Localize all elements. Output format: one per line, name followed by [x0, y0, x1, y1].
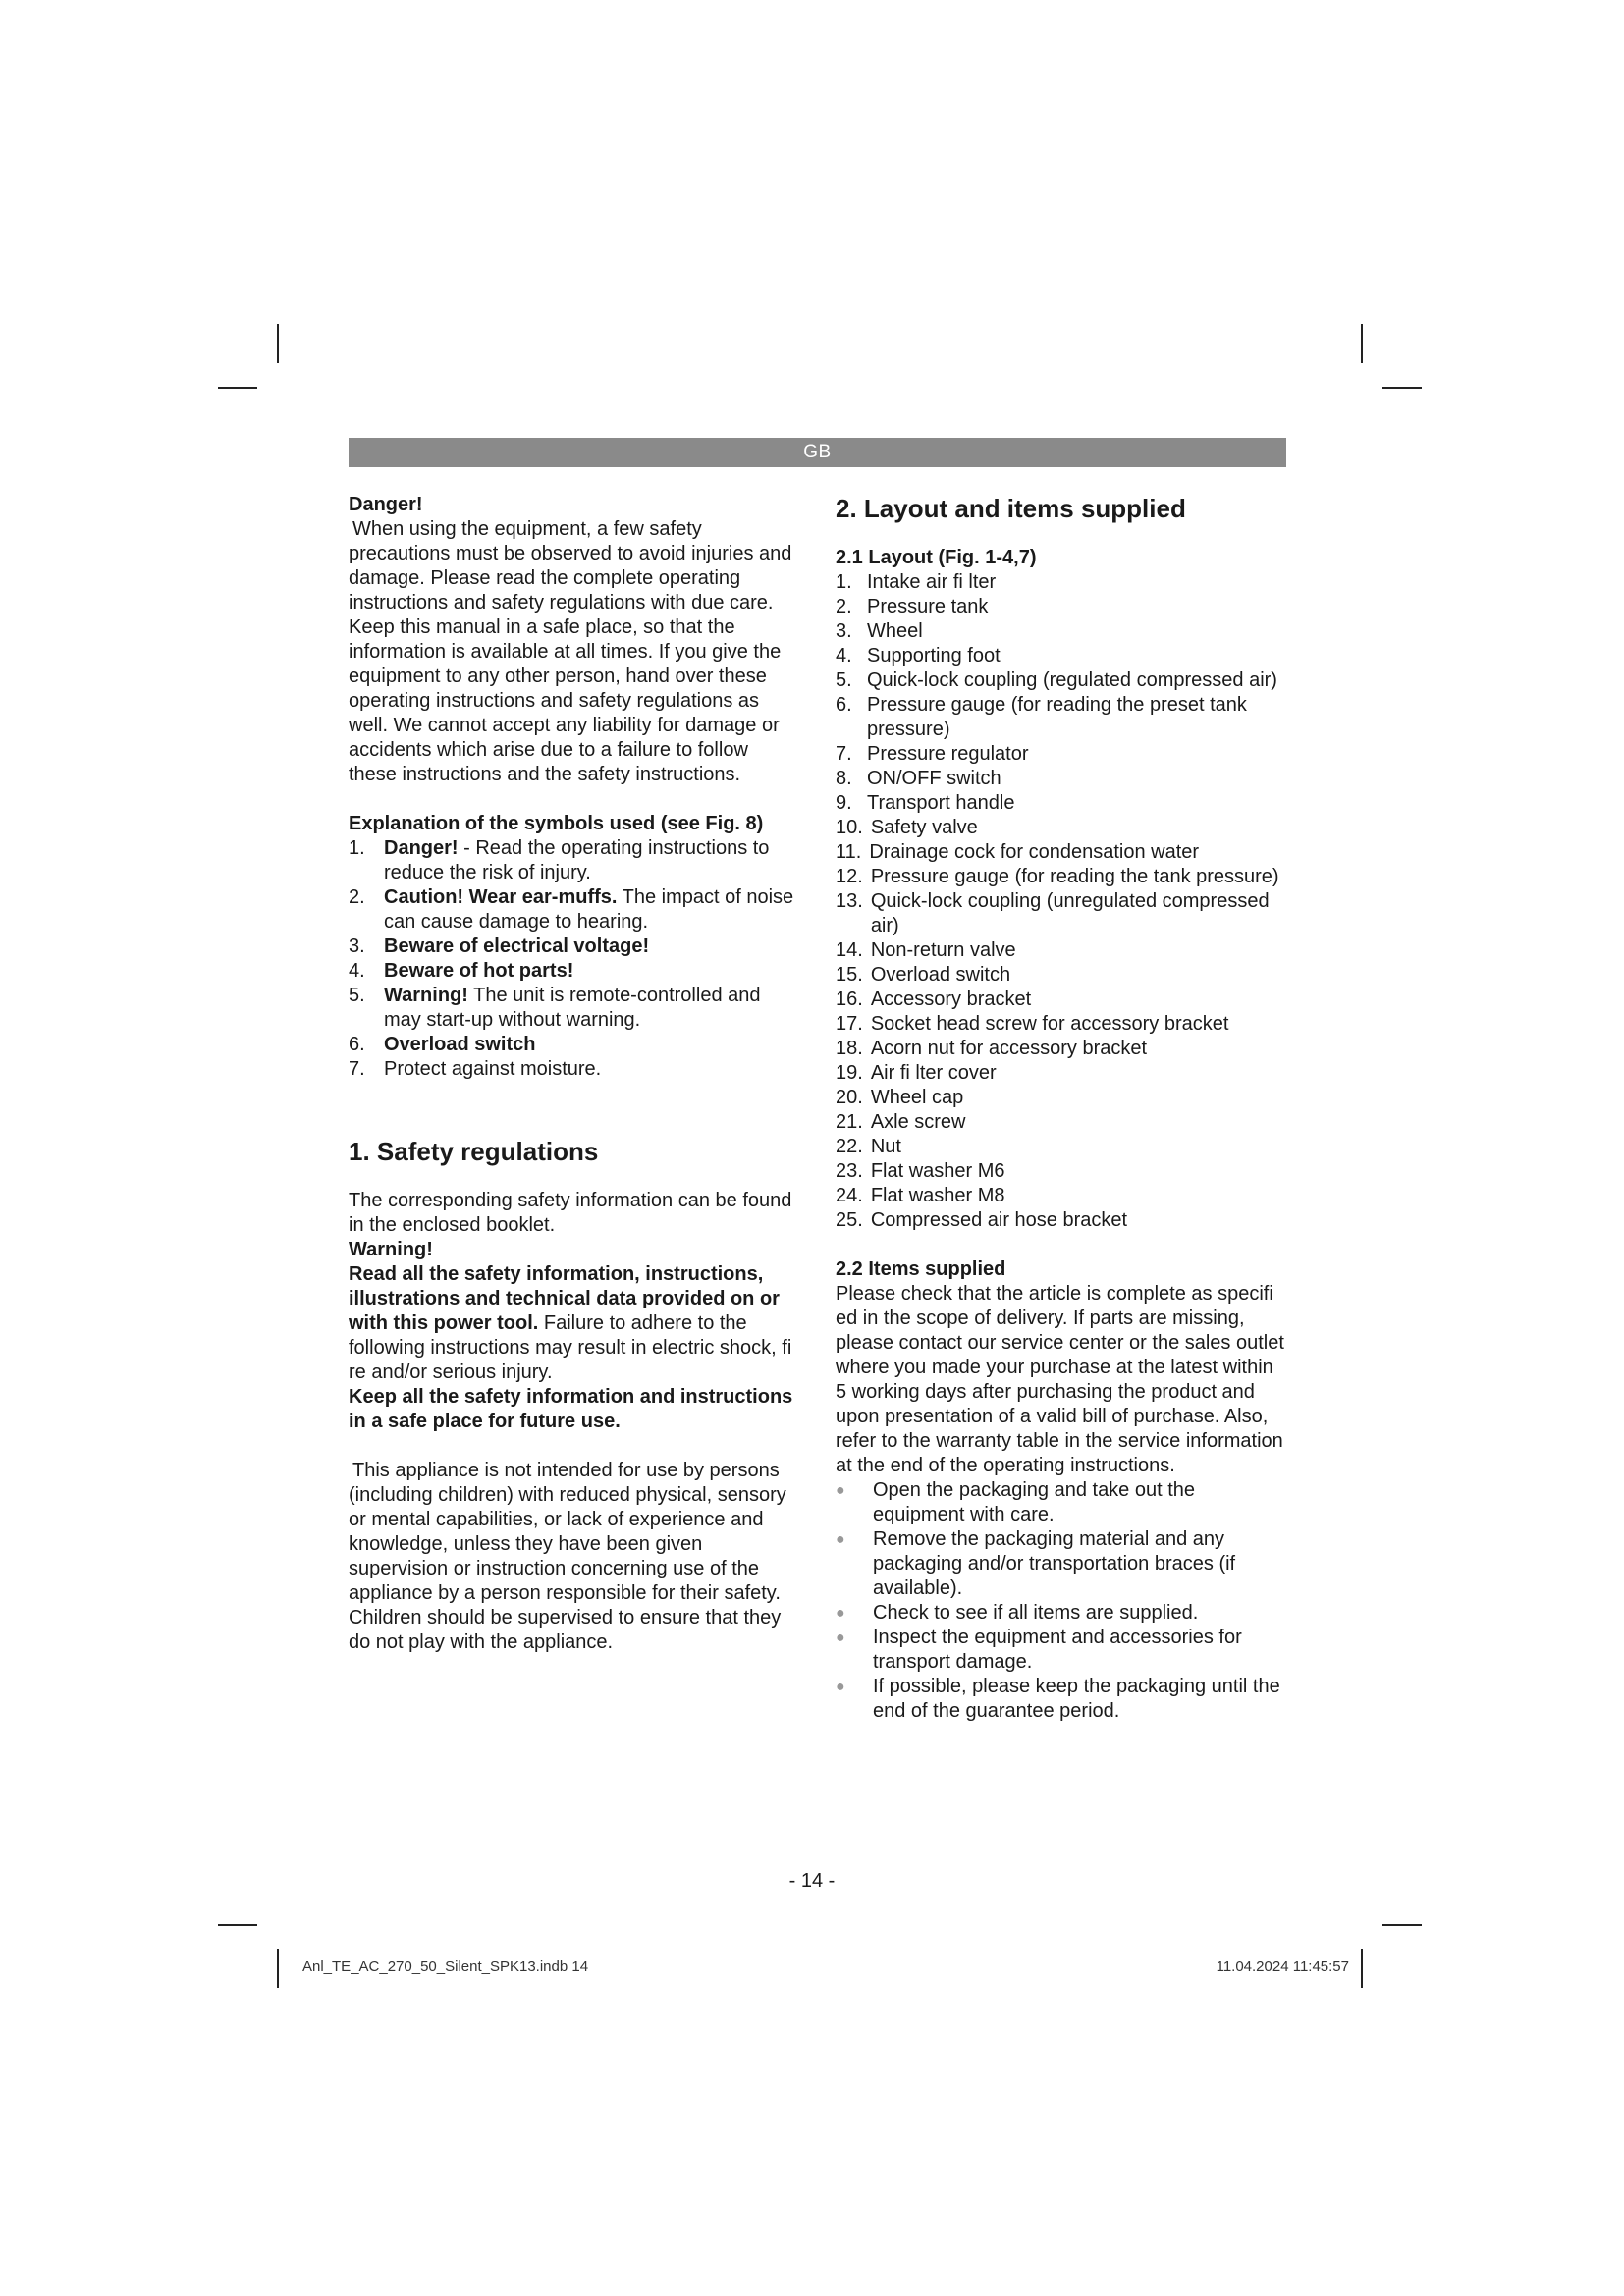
- crop-mark: [1361, 1949, 1363, 1988]
- symbols-title: Explanation of the symbols used (see Fig. 8): [349, 813, 764, 834]
- crop-mark: [218, 1924, 257, 1926]
- list-item: 6. Overload switch: [349, 1034, 536, 1055]
- list-item: 10. Safety valve: [836, 817, 978, 838]
- list-item: 12. Pressure gauge (for reading the tank pressure): [836, 866, 1279, 887]
- section-2-title: 2. Layout and items supplied: [836, 494, 1186, 523]
- footer-file-name: Anl_TE_AC_270_50_Silent_SPK13.indb 14: [302, 1958, 589, 1975]
- list-item: 6. Pressure gauge (for reading the preset tank pressure): [836, 694, 1247, 740]
- list-item: ● Inspect the equipment and accessories for transport damage.: [836, 1627, 1242, 1673]
- layout-list: [836, 570, 1287, 1233]
- list-item: 22. Nut: [836, 1136, 901, 1157]
- list-item: 23. Flat washer M6: [836, 1160, 1005, 1182]
- list-item: 3. Wheel: [836, 620, 923, 642]
- list-item: 2. Caution! Wear ear-muffs. The impact of noise can cause damage to hearing.: [349, 886, 794, 933]
- bullet-icon: ●: [836, 1531, 845, 1548]
- crop-mark: [218, 387, 257, 389]
- footer-timestamp: 11.04.2024 11:45:57: [1216, 1958, 1349, 1975]
- list-item: 2. Pressure tank: [836, 596, 989, 617]
- language-code: GB: [803, 442, 832, 462]
- list-item: ● Remove the packaging material and any packaging and/or transportation braces (if available).: [836, 1528, 1236, 1599]
- list-item: 16. Accessory bracket: [836, 988, 1032, 1010]
- list-item: 18. Acorn nut for accessory bracket: [836, 1038, 1148, 1059]
- keep-safe-text: Keep all the safety information and instructions in a safe place for future use.: [349, 1386, 793, 1432]
- list-item: 7. Protect against moisture.: [349, 1058, 602, 1080]
- crop-mark: [277, 324, 279, 363]
- items-supplied-text: Please check that the article is complete as specifi ed in the scope of delivery. If parts are missing, please contact our service center or the sales outlet where you made your purchase at the latest within 5 working days after purchasing the product and upon presentation of a valid bill of purchase. Also, refer to the warranty table in the service information at the end of the operating instructions.: [836, 1283, 1284, 1476]
- list-item: 7. Pressure regulator: [836, 743, 1029, 765]
- warning-text: Read all the safety information, instructions, illustrations and technical data provided on or with this power tool. Failure to adhere to the following instructions may result in electric shock, fi re and/or serious injury.: [349, 1263, 792, 1383]
- danger-title: Danger!: [349, 494, 423, 515]
- right-column: [836, 493, 1287, 1724]
- section-1-title: 1. Safety regulations: [349, 1137, 599, 1166]
- list-item: 24. Flat washer M8: [836, 1185, 1005, 1206]
- layout-title: 2.1 Layout (Fig. 1-4,7): [836, 547, 1037, 568]
- appliance-text: This appliance is not intended for use by persons (including children) with reduced physical, sensory or mental capabilities, or lack of experience and knowledge, unless they have been given supervision or instruction concerning use of the appliance by a person responsible for their safety. Children should be supervised to ensure that they do not play with the appliance.: [349, 1460, 786, 1653]
- page-number: - 14 -: [788, 1870, 836, 1892]
- unpacking-list: [836, 1478, 1287, 1724]
- list-item: 19. Air fi lter cover: [836, 1062, 997, 1084]
- list-item: 21. Axle screw: [836, 1111, 966, 1133]
- danger-text: When using the equipment, a few safety precautions must be observed to avoid injuries and damage. Please read the complete operating instructions and safety regulations with due care. Keep this manual in a safe place, so that the information is available at all times. If you give the equipment to any other person, hand over these operating instructions and safety regulations as well. We cannot accept any liability for damage or accidents which arise due to a failure to follow these instructions and the safety instructions.: [349, 518, 792, 785]
- left-column: [349, 493, 795, 1655]
- list-item: 17. Socket head screw for accessory bracket: [836, 1013, 1229, 1035]
- list-item: 5. Quick-lock coupling (regulated compressed air): [836, 669, 1277, 691]
- bullet-icon: ●: [836, 1482, 845, 1499]
- bullet-icon: ●: [836, 1629, 845, 1646]
- items-supplied-title: 2.2 Items supplied: [836, 1258, 1006, 1280]
- list-item: 11. Drainage cock for condensation water: [836, 841, 1200, 863]
- crop-mark: [1382, 1924, 1422, 1926]
- list-item: 15. Overload switch: [836, 964, 1011, 986]
- list-item: 3. Beware of electrical voltage!: [349, 935, 650, 957]
- list-item: 9. Transport handle: [836, 792, 1015, 814]
- list-item: ● Check to see if all items are supplied.: [836, 1602, 1199, 1624]
- bullet-icon: ●: [836, 1605, 845, 1622]
- list-item: 13. Quick-lock coupling (unregulated compressed air): [836, 890, 1270, 936]
- list-item: ● If possible, please keep the packaging until the end of the guarantee period.: [836, 1676, 1280, 1722]
- list-item: 4. Beware of hot parts!: [349, 960, 574, 982]
- list-item: 1. Danger! - Read the operating instructions to reduce the risk of injury.: [349, 837, 770, 883]
- list-item: 14. Non-return valve: [836, 939, 1016, 961]
- list-item: 8. ON/OFF switch: [836, 768, 1001, 789]
- list-item: 20. Wheel cap: [836, 1087, 964, 1108]
- list-item: 1. Intake air fi lter: [836, 571, 997, 593]
- section-1-intro: The corresponding safety information can be found in the enclosed booklet.: [349, 1190, 792, 1236]
- list-item: 5. Warning! The unit is remote-controlled and may start-up without warning.: [349, 985, 761, 1031]
- crop-mark: [1382, 387, 1422, 389]
- crop-mark: [1361, 324, 1363, 363]
- list-item: ● Open the packaging and take out the equipment with care.: [836, 1479, 1196, 1525]
- symbols-list: [349, 836, 795, 1082]
- warning-title: Warning!: [349, 1239, 433, 1260]
- list-item: 25. Compressed air hose bracket: [836, 1209, 1128, 1231]
- bullet-icon: ●: [836, 1679, 845, 1695]
- list-item: 4. Supporting foot: [836, 645, 1001, 667]
- language-header-bar: [349, 438, 1286, 467]
- crop-mark: [277, 1949, 279, 1988]
